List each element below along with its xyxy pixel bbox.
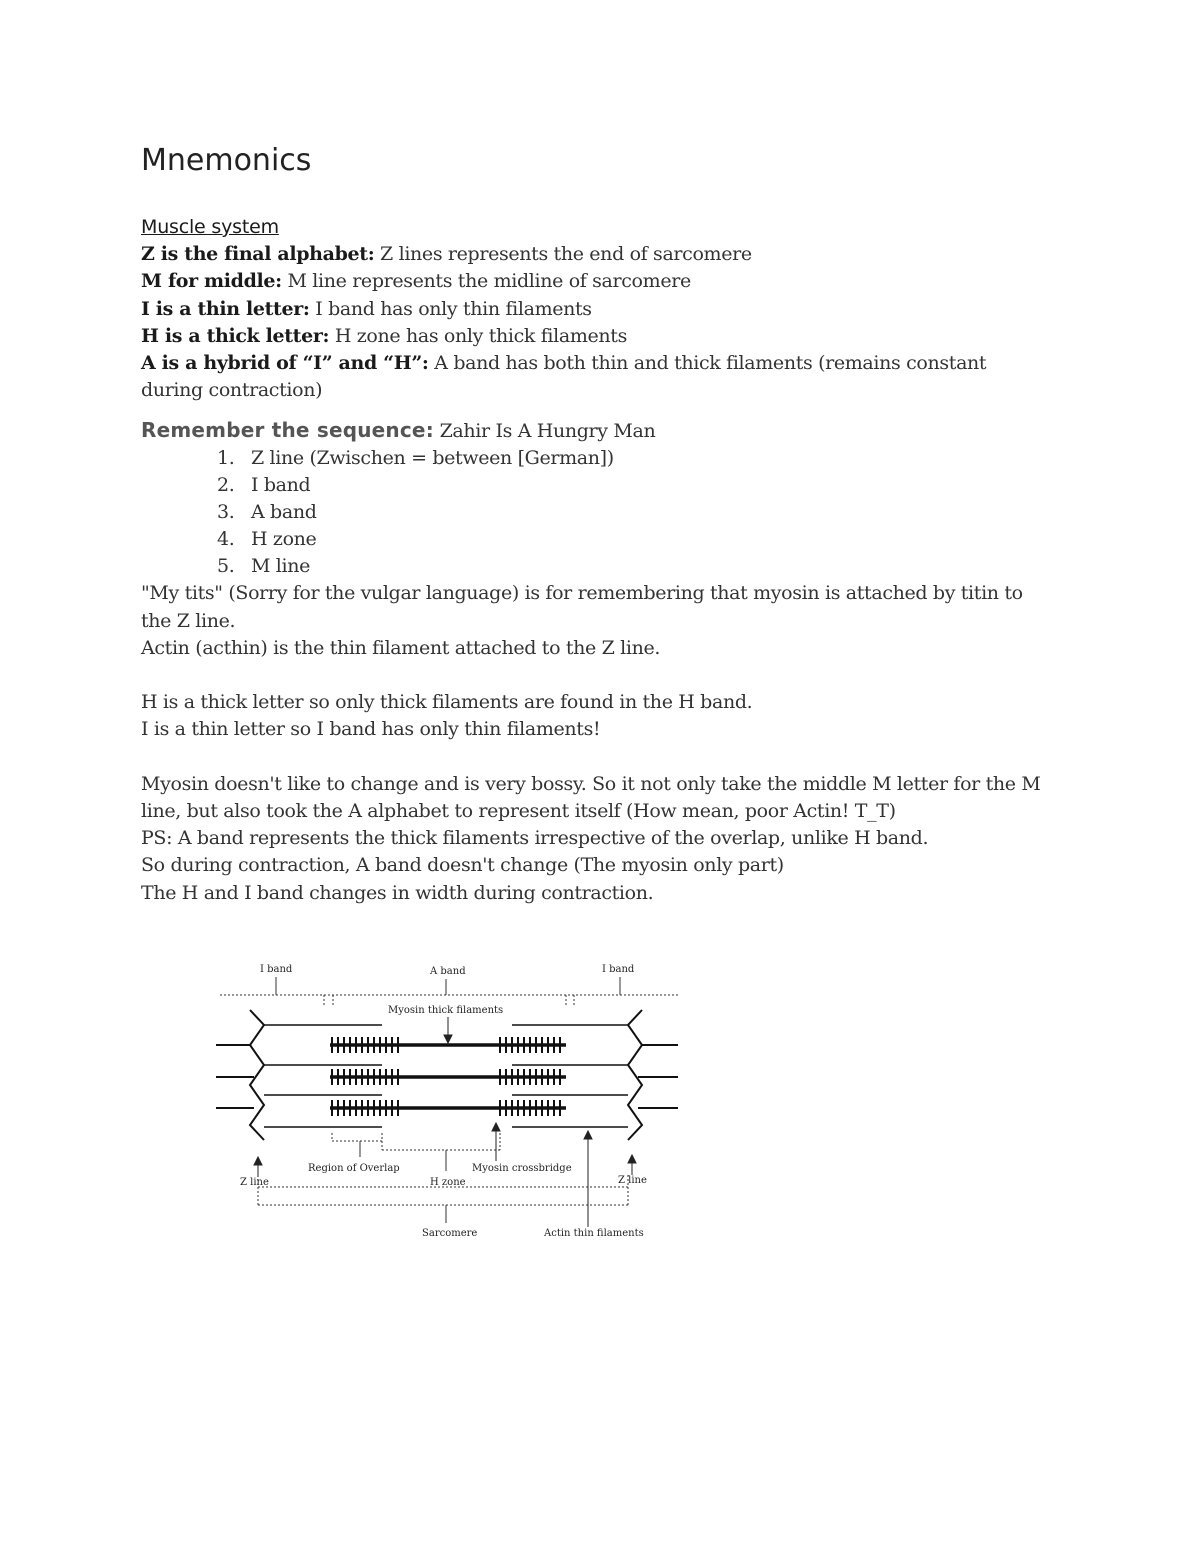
z-line-right <box>628 1010 678 1140</box>
mnemonic-line-continued: during contraction) <box>141 379 323 402</box>
list-number: 1. <box>217 446 235 469</box>
section-heading: Muscle system <box>141 216 279 238</box>
top-bracket <box>220 977 678 1007</box>
mnemonic-line <box>141 241 1081 268</box>
list-item <box>217 553 1081 580</box>
paragraph-line: Actin (acthin) is the thin filament attached to the Z line. <box>141 636 661 659</box>
arrow-z-line-left <box>254 1157 262 1177</box>
mnemonic-desc: M line represents the midline of sarcomere <box>281 270 691 293</box>
list-text: I band <box>251 473 311 496</box>
label-h-zone: H zone <box>430 1177 466 1188</box>
label-a-band: A band <box>430 966 466 977</box>
mnemonic-desc: I band has only thin filaments <box>309 297 592 320</box>
list-number: 2. <box>217 473 235 496</box>
paragraph-line: I is a thin letter so I band has only thin filaments! <box>141 718 601 741</box>
label-region-overlap: Region of Overlap <box>308 1163 400 1174</box>
sequence-list <box>141 445 1081 581</box>
mnemonic-desc: H zone has only thick filaments <box>329 324 627 347</box>
arrow-myosin-thick <box>444 1017 452 1043</box>
mnemonic-line <box>141 323 1081 350</box>
paragraph-line: the Z line. <box>141 609 236 632</box>
page-title: Mnemonics <box>141 143 312 178</box>
mnemonic-desc: Z lines represents the end of sarcomere <box>374 243 752 266</box>
list-text: H zone <box>251 528 317 551</box>
list-text: Z line (Zwischen = between [German]) <box>251 446 614 469</box>
list-text: M line <box>251 555 311 578</box>
sarcomere-diagram <box>210 955 690 1245</box>
label-sarcomere: Sarcomere <box>422 1228 478 1239</box>
sarcomere-svg <box>210 955 690 1245</box>
label-myosin-thick: Myosin thick filaments <box>388 1005 504 1016</box>
label-i-band-right: I band <box>602 964 635 975</box>
list-number: 3. <box>217 500 235 523</box>
list-text: A band <box>251 500 317 523</box>
sequence-label: Remember the sequence: <box>141 418 434 443</box>
list-number: 4. <box>217 528 235 551</box>
paragraph-line: PS: A band represents the thick filaments irrespective of the overlap, unlike H band. <box>141 827 929 850</box>
mnemonic-term: A is a hybrid of “I” and “H”: <box>141 351 429 374</box>
arrow-z-line-right <box>628 1155 636 1175</box>
label-z-line-right: Z line <box>618 1175 647 1186</box>
paragraph-line: line, but also took the A alphabet to represent itself (How mean, poor Actin! T_T) <box>141 799 896 822</box>
paragraph-line: "My tits" (Sorry for the vulgar language) is for remembering that myosin is attached by titin to <box>141 582 1023 605</box>
label-z-line-left: Z line <box>240 1177 269 1188</box>
paragraph-line: Myosin doesn't like to change and is very bossy. So it not only take the middle M letter for the M <box>141 772 1041 795</box>
z-line-left <box>216 1010 264 1140</box>
paragraph-line: So during contraction, A band doesn't change (The myosin only part) <box>141 854 784 877</box>
list-item <box>217 526 1081 553</box>
list-item <box>217 499 1081 526</box>
mnemonic-line <box>141 350 1081 377</box>
list-item <box>217 445 1081 472</box>
mnemonic-term: Z is the final alphabet: <box>141 243 375 266</box>
list-item <box>217 472 1081 499</box>
sequence-heading-line <box>141 417 1081 444</box>
paragraph-line: The H and I band changes in width during contraction. <box>141 881 654 904</box>
label-actin-thin: Actin thin filaments <box>544 1228 644 1239</box>
section-heading-line <box>141 214 1081 241</box>
mnemonic-line <box>141 296 1081 323</box>
mnemonic-term: I is a thin letter: <box>141 297 310 320</box>
mnemonic-line <box>141 268 1081 295</box>
document-body <box>141 214 1081 907</box>
paragraph-line: H is a thick letter so only thick filaments are found in the H band. <box>141 691 753 714</box>
label-myosin-crossbridge: Myosin crossbridge <box>472 1163 572 1174</box>
label-i-band-left: I band <box>260 964 293 975</box>
mnemonic-term: M for middle: <box>141 270 282 293</box>
arrow-actin-thin <box>584 1131 592 1227</box>
sequence-phrase: Zahir Is A Hungry Man <box>433 420 656 443</box>
list-number: 5. <box>217 555 235 578</box>
mnemonic-term: H is a thick letter: <box>141 324 330 347</box>
arrow-myosin-crossbridge <box>492 1123 500 1161</box>
mnemonic-desc: A band has both thin and thick filaments (remains constant <box>428 351 987 374</box>
